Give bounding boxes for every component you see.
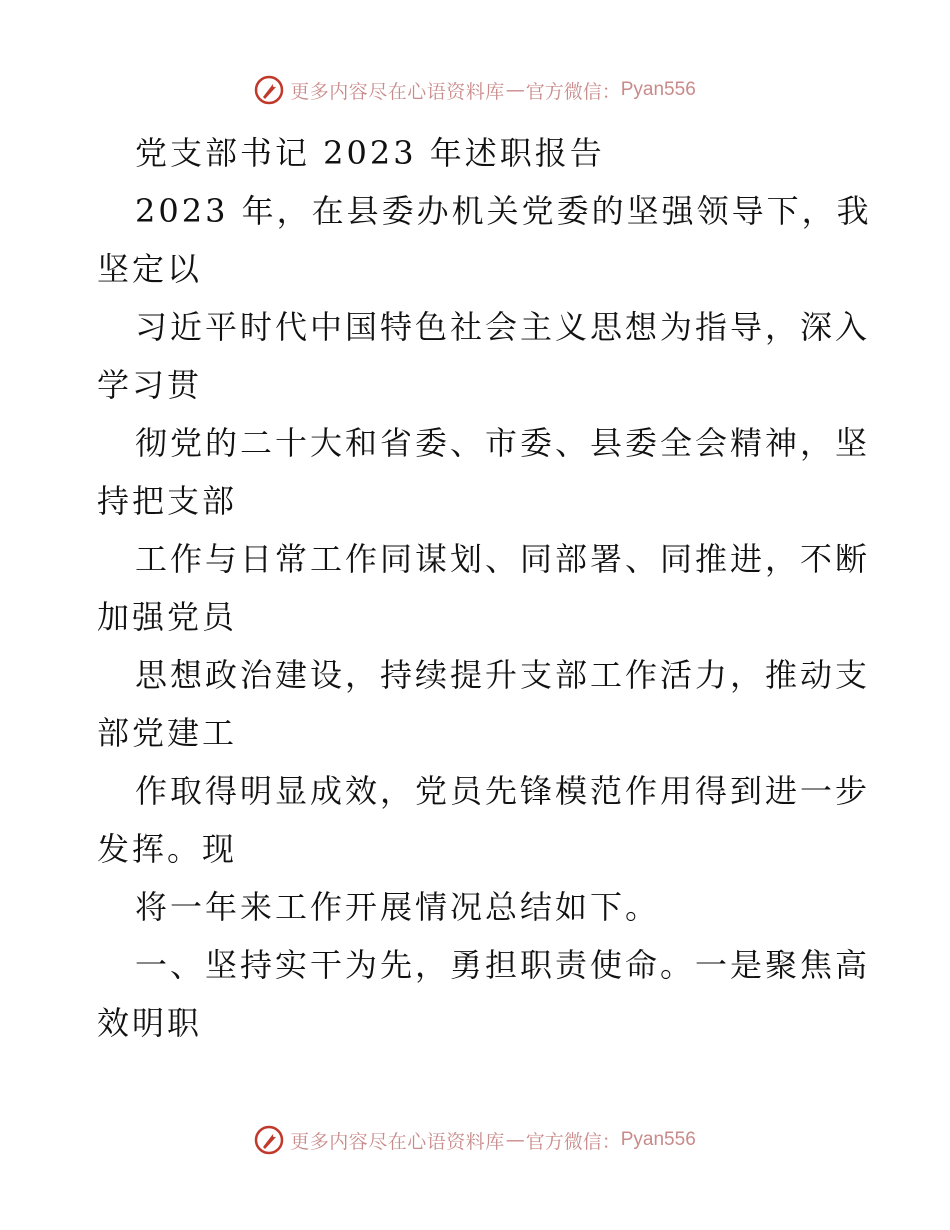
watermark-wechat-id: Pyan556 <box>620 79 696 100</box>
paragraph-line: 加强党员 <box>97 598 238 636</box>
paragraph-line: 效明职 <box>97 1004 203 1042</box>
watermark-site-text: 更多内容尽在心语资料库 <box>290 80 505 103</box>
paragraph-line: 思想政治建设，持续提升支部工作活力，推动支 <box>135 656 871 694</box>
watermark-site-text: 更多内容尽在心语资料库 <box>290 1130 505 1153</box>
document-title: 党支部书记 2023 年述职报告 <box>135 134 605 172</box>
watermark-wechat-label: 官方微信： <box>525 80 621 103</box>
paragraph-line: 将一年来工作开展情况总结如下。 <box>135 888 661 926</box>
watermark-wechat-label: 官方微信： <box>525 1130 621 1153</box>
paragraph-line: 作取得明显成效，党员先锋模范作用得到进一步 <box>135 772 871 810</box>
section-heading-line: 一、坚持实干为先，勇担职责使命。一是聚焦高 <box>135 946 871 984</box>
watermark-dash: — <box>505 1129 525 1151</box>
paragraph-line: 习近平时代中国特色社会主义思想为指导，深入 <box>135 308 871 346</box>
paragraph-line: 学习贯 <box>97 366 203 404</box>
paragraph-line: 2023 年，在县委办机关党委的坚强领导下，我 <box>135 192 872 230</box>
paragraph-line: 坚定以 <box>97 250 203 288</box>
paragraph-line: 发挥。现 <box>97 830 238 868</box>
pen-nib-logo-icon <box>254 75 284 105</box>
watermark-wechat-id: Pyan556 <box>620 1129 696 1150</box>
footer-watermark <box>0 1120 950 1160</box>
paragraph-line: 部党建工 <box>97 714 238 752</box>
paragraph-line: 工作与日常工作同谋划、同部署、同推进，不断 <box>135 540 871 578</box>
document-body <box>97 124 872 1052</box>
paragraph-line: 持把支部 <box>97 482 238 520</box>
watermark-dash: — <box>505 79 525 101</box>
header-watermark <box>0 70 950 110</box>
paragraph-line: 彻党的二十大和省委、市委、县委全会精神，坚 <box>135 424 871 462</box>
pen-nib-logo-icon <box>254 1125 284 1155</box>
